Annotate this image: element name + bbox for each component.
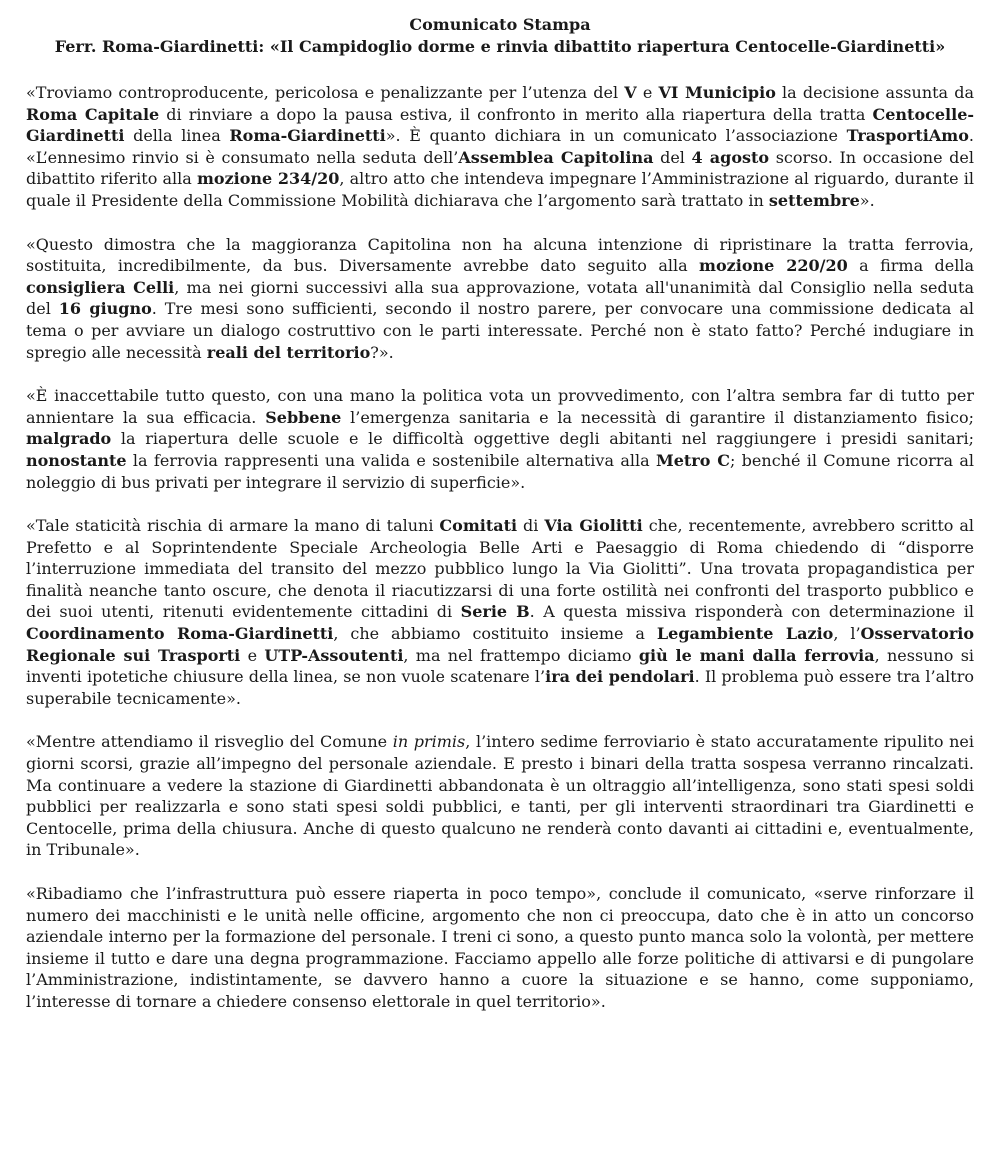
bold-text: Metro C (656, 450, 730, 470)
text-run: . A questa missiva risponderà con determinazione il (529, 602, 975, 622)
bold-text: 4 agosto (691, 147, 770, 167)
text-run: ; benché il Comune ricorra al noleggio di bus privati per integrare il servizio di superficie». (26, 450, 975, 492)
document-subtitle: Ferr. Roma-Giardinetti: «Il Campidoglio dorme e rinvia dibattito riapertura Centocelle-Giardinetti» (54, 37, 946, 56)
paragraph (26, 731, 974, 861)
text-run: «Mentre attendiamo il risveglio del Comune (26, 732, 393, 752)
paragraph (26, 234, 974, 364)
text-run: . Il problema può essere tra l’altro superabile tecnicamente». (26, 667, 974, 708)
text-run: e (240, 645, 265, 665)
bold-text: nonostante (26, 450, 127, 470)
text-run: «Ribadiamo che l’infrastruttura può essere riaperta in poco tempo», conclude il comunicato, «serve rinforzare il numero dei macchinisti e le unità nelle officine, argomento che non ci preoccupa, dato che è in atto un concorso aziendale interno per la formazione del personale. I treni ci sono, a questo punto manca solo la volontà, per mettere insieme il tutto e dare una degna programmazione. Facciamo appello alle forze politiche di attivarsi e di pungolare l’Amministrazione, indistintamente, se davvero hanno a cuore la situazione e se hanno, come supponiamo, l’interesse di tornare a chiedere consenso elettorale in quel territorio». (26, 884, 974, 1011)
paragraph (26, 82, 974, 212)
article-body (26, 82, 974, 1013)
text-run: della linea (124, 126, 230, 146)
paragraph (26, 385, 974, 493)
text-run: la decisione assunta da (775, 83, 975, 102)
bold-text: giù le mani dalla ferrovia (638, 645, 875, 665)
text-run: ». (859, 190, 875, 210)
text-run: la ferrovia rappresenti una valida e sostenibile alternativa alla (126, 450, 656, 470)
text-run: di rinviare a dopo la pausa estiva, il confronto in merito alla riapertura della tratta (159, 104, 873, 124)
bold-text: mozione 220/20 (699, 256, 848, 276)
bold-text: V (624, 83, 637, 102)
bold-text: malgrado (26, 429, 112, 449)
bold-text: Coordinamento Roma-Giardinetti (26, 624, 334, 644)
text-run: che, recentemente, avrebbero scritto al Prefetto e al Soprintendente Speciale Archeologia Belle Arti e Paesaggio di Roma chiedendo di “disporre l’interruzione immediata del transito del mezzo pubblico lungo la Via Giolitti”. Una trovata propagandistica per finalità neanche tanto oscure, che denota il riacutizzarsi di una forte ostilità nei confronti del trasporto pubblico e dei suoi utenti, ritenuti evidentemente cittadini di (26, 516, 975, 622)
text-run: «È inaccettabile tutto questo, con una mano la politica vota un provvedimento, con l’altra sembra far di tutto per annientare la sua efficacia. (26, 386, 974, 427)
bold-text: TrasportiAmo (846, 126, 969, 146)
bold-text: reali del territorio (206, 342, 371, 362)
text-run: , ma nei giorni successivi alla sua approvazione, votata all'unanimità dal Consiglio nella seduta del (26, 277, 975, 319)
text-run: l’emergenza sanitaria e la necessità di garantire il distanziamento fisico; (341, 407, 974, 427)
bold-text: Assemblea Capitolina (458, 147, 654, 167)
paragraph (26, 883, 974, 1013)
bold-text: ira dei pendolari (545, 667, 695, 687)
text-run: , che abbiamo costituito insieme a (333, 624, 657, 644)
text-run: «Tale staticità rischia di armare la mano di taluni (26, 516, 440, 536)
bold-text: Via Giolitti (544, 516, 643, 536)
text-run: a firma della (847, 256, 975, 276)
bold-text: Sebbene (265, 407, 342, 427)
text-run: «Questo dimostra che la maggioranza Capitolina non ha alcuna intenzione di ripristinare la tratta ferrovia, sostituita, incredibilmente, da bus. Diversamente avrebbe dato seguito alla (26, 234, 974, 276)
text-run: , l’ (833, 624, 861, 644)
text-run: del (653, 147, 692, 167)
paragraph (26, 515, 974, 709)
text-run: e (636, 83, 659, 102)
bold-text: Legambiente Lazio (656, 624, 834, 644)
text-run: scorso. In occasione del dibattito riferito alla (26, 147, 975, 189)
text-run: . «L’ennesimo rinvio si è consumato nella seduta dell’ (26, 126, 974, 167)
bold-text: consigliera Celli (26, 277, 175, 297)
bold-text: Comitati (439, 516, 518, 536)
bold-text: mozione 234/20 (196, 169, 340, 189)
text-run: , l’intero sedime ferroviario è stato accuratamente ripulito nei giorni scorsi, grazie all’impegno del personale aziendale. E presto i binari della tratta sospesa verranno rincalzati. Ma continuare a vedere la stazione di Giardinetti abbandonata è un oltraggio all’intelligenza, sono stati spesi soldi pubblici per realizzarla e sono stati spesi soldi pubblici, e tanti, per gli interventi straordinari tra Giardinetti e Centocelle, prima della chiusura. Anche di questo qualcuno ne renderà conto davanti ai cittadini e, eventualmente, in Tribunale». (26, 732, 974, 860)
bold-text: VI Municipio (658, 83, 776, 102)
bold-text: Roma-Giardinetti (229, 126, 386, 146)
text-run: . Tre mesi sono sufficienti, secondo il nostro parere, per convocare una commissione dedicata al tema o per avviare un dialogo costruttivo con le parti interessate. Perché non è stato fatto? Perché indugiare in spregio alle necessità (26, 299, 974, 362)
text-run: la riapertura delle scuole e le difficoltà oggettive degli abitanti nel raggiungere i presidi sanitari; (111, 429, 974, 449)
text-run: di (517, 516, 545, 536)
bold-text: settembre (768, 190, 860, 210)
bold-text: Serie B (460, 602, 530, 622)
text-run: , altro atto che intendeva impegnare l’Amministrazione al riguardo, durante il quale il Presidente della Commissione Mobilità dichiarava che l’argomento sarà trattato in (26, 169, 975, 210)
bold-text: Osservatorio Regionale sui Trasporti (26, 624, 975, 665)
bold-text: 16 giugno (58, 299, 152, 319)
bold-text: UTP-Assoutenti (264, 645, 404, 665)
bold-text: Centocelle-Giardinetti (26, 104, 975, 146)
italic-text: in primis (392, 732, 466, 752)
bold-text: Roma Capitale (26, 104, 160, 124)
text-run: , nessuno si inventi ipotetiche chiusure della linea, se non vuole scatenare l’ (26, 645, 975, 687)
text-run: ». È quanto dichiara in un comunicato l’associazione (385, 126, 847, 146)
document-title: Comunicato Stampa (409, 15, 591, 34)
text-run: , ma nel frattempo diciamo (403, 645, 639, 665)
text-run: «Troviamo controproducente, pericolosa e penalizzante per l’utenza del (26, 83, 625, 102)
text-run: ?». (370, 342, 394, 362)
